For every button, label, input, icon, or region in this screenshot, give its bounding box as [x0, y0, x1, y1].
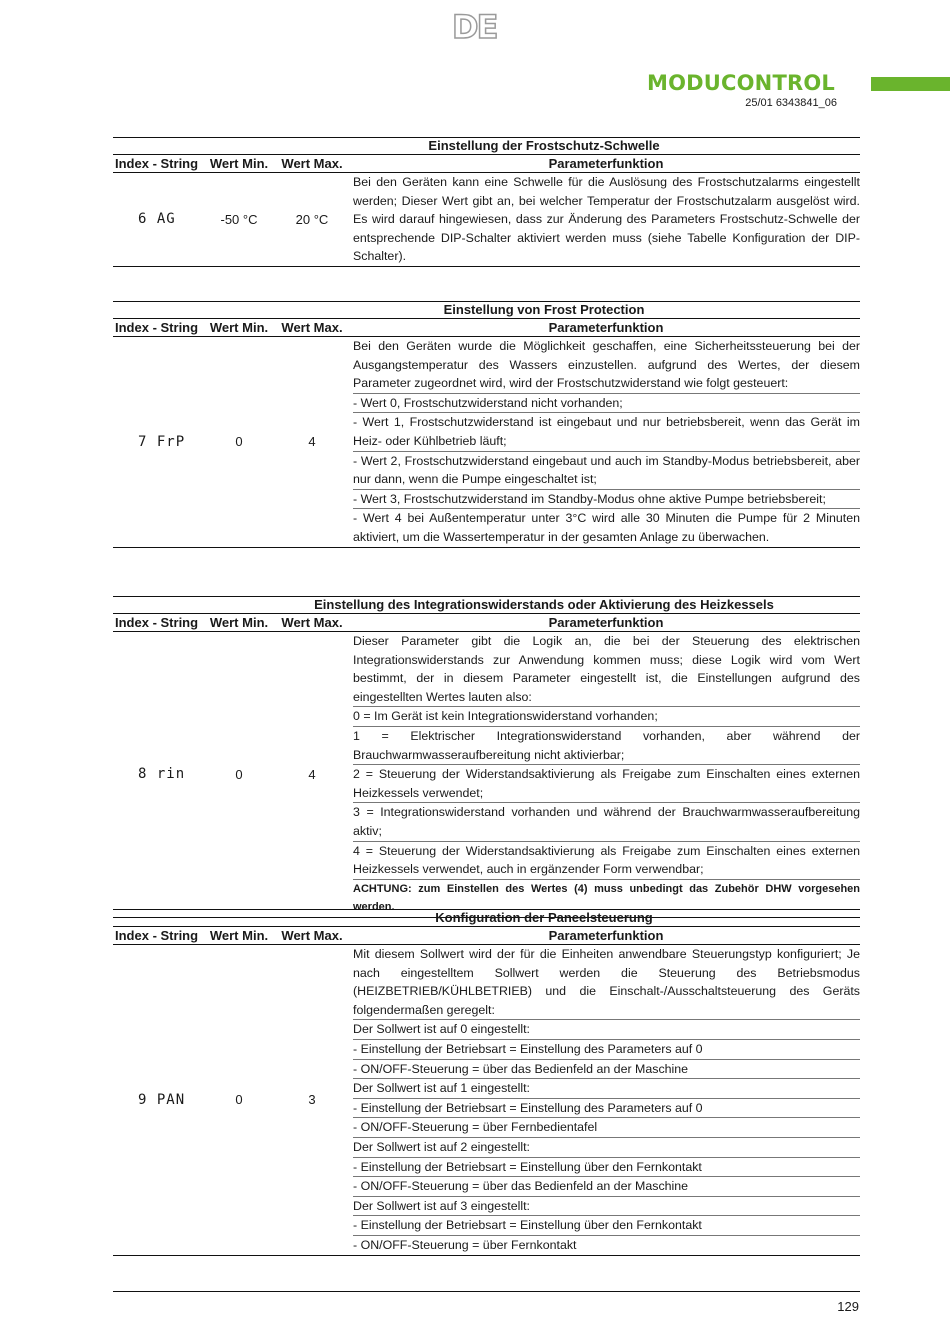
- language-label: DE: [452, 8, 497, 46]
- header-min: Wert Min.: [209, 928, 269, 943]
- function-text: - Einstellung der Betriebsart = Einstellung über den Fernkontakt: [353, 1215, 860, 1235]
- function-text: Mit diesem Sollwert wird der für die Einheiten anwendbare Steuerungstyp konfiguriert; Je nach eingestelltem Sollwert werden die Steuerung des Betriebsmodus (HEIZBETRIEB/KÜHLBETRIEB) und die Einschalt-/Ausschaltsteuerung des Geräts folgendermaßen geregelt:: [353, 947, 860, 1017]
- footer-divider: [113, 1291, 860, 1292]
- function-text: - ON/OFF-Steuerung = über Fernkontakt: [353, 1235, 860, 1255]
- header-function: Parameterfunktion: [548, 615, 664, 630]
- function-text: - Wert 3, Frostschutzwiderstand im Standby-Modus ohne aktive Pumpe betriebsbereit;: [353, 489, 860, 509]
- index-string: 8 rin: [138, 766, 186, 783]
- function-text: - Einstellung der Betriebsart = Einstellung über den Fernkontakt: [353, 1157, 860, 1177]
- brand-accent-bar: [871, 77, 950, 91]
- value-min: 0: [235, 1092, 243, 1108]
- table-header: [113, 155, 860, 173]
- header-index: Index - String: [115, 156, 199, 171]
- function-text: - Wert 2, Frostschutzwiderstand eingebaut und auch im Standby-Modus betriebsbereit, aber nur dann, wenn die Pumpe eingeschaltet ist;: [353, 451, 860, 489]
- header-max: Wert Max.: [281, 928, 343, 943]
- value-max: 20 °C: [295, 211, 329, 227]
- value-max: 4: [308, 766, 316, 782]
- parameter-table: [113, 137, 860, 267]
- function-text: - Einstellung der Betriebsart = Einstellung des Parameters auf 0: [353, 1039, 860, 1059]
- table-header: [113, 927, 860, 945]
- value-min: 0: [235, 766, 243, 782]
- table-row: [113, 632, 860, 918]
- function-text: - Wert 0, Frostschutzwiderstand nicht vorhanden;: [353, 393, 860, 413]
- function-text: - ON/OFF-Steuerung = über das Bedienfeld an der Maschine: [353, 1059, 860, 1079]
- value-max: 4: [308, 434, 316, 450]
- function-text: Bei den Geräten wurde die Möglichkeit geschaffen, eine Sicherheitssteuerung bei der Ausgangstemperatur des Wassers einzustellen. aufgrund des Wertes, der diesem Parameter zugeordnet wird, wird der Frostschutzwiderstand wie folgt gesteuert:: [353, 339, 860, 391]
- table-header: [113, 319, 860, 337]
- header-max: Wert Max.: [281, 320, 343, 335]
- function-text: Der Sollwert ist auf 0 eingestellt:: [353, 1019, 860, 1039]
- function-text: - Einstellung der Betriebsart = Einstellung des Parameters auf 0: [353, 1098, 860, 1118]
- header-min: Wert Min.: [209, 156, 269, 171]
- function-text: - Wert 4 bei Außentemperatur unter 3°C wird alle 30 Minuten die Pumpe für 2 Minuten aktiviert, um die Wassertemperatur in der gesamten Anlage zu überwachen.: [353, 508, 860, 546]
- index-string: 7 FrP: [138, 433, 186, 450]
- function-text: 1 = Elektrischer Integrationswiderstand vorhanden, aber während der Brauchwarmwasseraufbereitung nicht aktivierbar;: [353, 726, 860, 764]
- function-text: Der Sollwert ist auf 1 eingestellt:: [353, 1078, 860, 1098]
- parameter-table: [113, 909, 860, 1256]
- value-max: 3: [308, 1092, 316, 1108]
- brand-title: MODUCONTROL: [646, 71, 835, 95]
- parameter-table: [113, 301, 860, 548]
- function-text: 0 = Im Gerät ist kein Integrationswiderstand vorhanden;: [353, 706, 860, 726]
- table-row: [113, 173, 860, 267]
- header-min: Wert Min.: [209, 320, 269, 335]
- function-text: 4 = Steuerung der Widerstandsaktivierung als Freigabe zum Einschalten eines externen Heizkessels verwendet, auch in ergänzender Form verwendbar;: [353, 841, 860, 879]
- function-text: 3 = Integrationswiderstand vorhanden und während der Brauchwarmwasseraufbereitung aktiv;: [353, 802, 860, 840]
- function-text: Dieser Parameter gibt die Logik an, die bei der Steuerung des elektrischen Integrationswiderstands zur Anwendung kommen muss; diese Logik wird vom Wert bestimmt, der in diesem Parameter eingestellt ist, die Einstellungen aufgrund des eingestellten Wertes lauten also:: [353, 634, 860, 704]
- function-text: - ON/OFF-Steuerung = über das Bedienfeld an der Maschine: [353, 1176, 860, 1196]
- header-function: Parameterfunktion: [548, 928, 664, 943]
- page-number: 129: [837, 1299, 859, 1314]
- table-title: Konfiguration der Paneelsteuerung: [113, 909, 860, 927]
- header-function: Parameterfunktion: [548, 156, 664, 171]
- table-header: [113, 614, 860, 632]
- header-max: Wert Max.: [281, 615, 343, 630]
- table-title: Einstellung des Integrationswiderstands oder Aktivierung des Heizkessels: [113, 596, 860, 614]
- parameter-table: [113, 596, 860, 918]
- function-text: ACHTUNG: zum Einstellen des Wertes (4) muss unbedingt das Zubehör DHW vorgesehen werden.: [353, 879, 860, 917]
- value-min: -50 °C: [220, 211, 258, 227]
- function-text: Bei den Geräten kann eine Schwelle für die Auslösung des Frostschutzalarms eingestellt werden; Dieser Wert gibt an, bei welcher Temperatur der Frostschutzalarm ausgelöst wird. Es wird darauf hingewiesen, dass zur Änderung des Parameters Frostschutz-Schwelle der entsprechende DIP-Schalter aktiviert werden muss (siehe Tabelle Konfiguration der DIP-Schalter).: [353, 175, 860, 264]
- header-min: Wert Min.: [209, 615, 269, 630]
- table-title: Einstellung von Frost Protection: [113, 301, 860, 319]
- function-text: - ON/OFF-Steuerung = über Fernbedientafel: [353, 1117, 860, 1137]
- header-index: Index - String: [115, 320, 199, 335]
- header-function: Parameterfunktion: [548, 320, 664, 335]
- document-number: 25/01 6343841_06: [745, 97, 837, 109]
- header-index: Index - String: [115, 615, 199, 630]
- table-title: Einstellung der Frostschutz-Schwelle: [113, 137, 860, 155]
- function-text: Der Sollwert ist auf 3 eingestellt:: [353, 1196, 860, 1216]
- table-row: [113, 945, 860, 1256]
- table-row: [113, 337, 860, 548]
- function-text: 2 = Steuerung der Widerstandsaktivierung als Freigabe zum Einschalten eines externen Heizkessels verwendet;: [353, 764, 860, 802]
- header-max: Wert Max.: [281, 156, 343, 171]
- index-string: 6 AG: [138, 211, 176, 228]
- header-index: Index - String: [115, 928, 199, 943]
- function-text: - Wert 1, Frostschutzwiderstand ist eingebaut und nur betriebsbereit, wenn das Gerät im Heiz- oder Kühlbetrieb läuft;: [353, 412, 860, 450]
- function-text: Der Sollwert ist auf 2 eingestellt:: [353, 1137, 860, 1157]
- index-string: 9 PAN: [138, 1091, 186, 1108]
- value-min: 0: [235, 434, 243, 450]
